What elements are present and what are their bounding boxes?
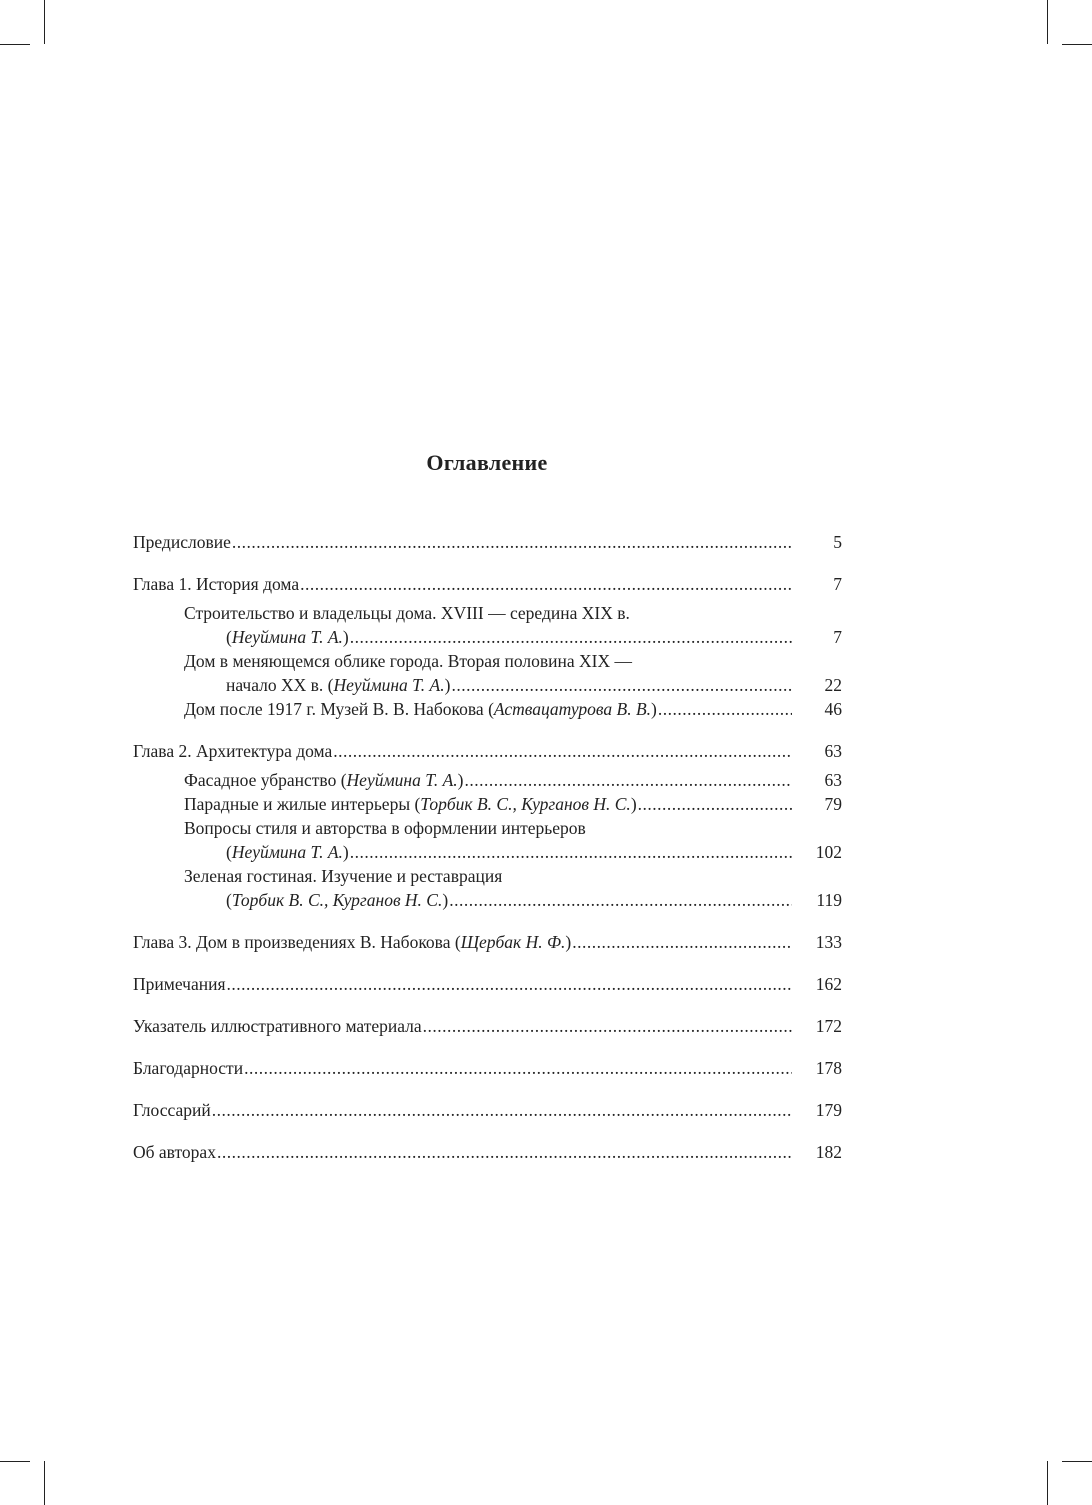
dot-leader xyxy=(300,572,792,596)
dot-leader xyxy=(464,768,792,792)
entry-label: Благодарности xyxy=(133,1058,244,1078)
page-number: 5 xyxy=(833,532,842,552)
dot-leader xyxy=(638,792,792,816)
toc-entry-chapter-2[interactable] xyxy=(133,739,842,763)
page-number: 133 xyxy=(815,932,842,952)
entry-label: Парадные и жилые интерьеры (Торбик В. С., Курганов Н. С.) xyxy=(184,794,637,814)
entry-label: Глава 3. Дом в произведениях В. Набокова (Щербак Н. Ф.) xyxy=(133,932,572,952)
entry-label: Фасадное убранство (Неуймина Т. А.) xyxy=(184,770,464,790)
toc-entry-illustrations[interactable] xyxy=(133,1014,842,1038)
entry-label: Предисловие xyxy=(133,532,231,552)
toc-entry-authors[interactable] xyxy=(133,1140,842,1164)
page-number: 63 xyxy=(824,741,842,761)
entry-label: Глава 2. Архитектура дома xyxy=(133,741,333,761)
crop-mark xyxy=(0,44,30,45)
crop-mark xyxy=(0,1461,30,1462)
entry-author: (Неуймина Т. А.) xyxy=(226,627,349,647)
crop-mark xyxy=(1047,1461,1048,1505)
dot-leader xyxy=(451,673,792,697)
dot-leader xyxy=(217,1140,792,1164)
crop-mark xyxy=(1047,0,1048,44)
dot-leader xyxy=(212,1098,792,1122)
dot-leader xyxy=(449,888,792,912)
entry-label: Дом после 1917 г. Музей В. В. Набокова (Аствацатурова В. В.) xyxy=(184,699,657,719)
dot-leader xyxy=(244,1056,792,1080)
entry-author: (Торбик В. С., Курганов Н. С.) xyxy=(226,890,449,910)
page-number: 172 xyxy=(815,1016,842,1036)
toc-entry-notes[interactable] xyxy=(133,972,842,996)
toc-entry-preface[interactable] xyxy=(133,530,842,554)
toc-entry-1-2[interactable] xyxy=(184,649,842,697)
toc-entry-1-1[interactable] xyxy=(184,601,842,649)
toc-entry-glossary[interactable] xyxy=(133,1098,842,1122)
dot-leader xyxy=(350,625,792,649)
toc-entry-1-3[interactable] xyxy=(184,697,842,721)
toc-entry-chapter-3[interactable] xyxy=(133,930,842,954)
entry-label: Строительство и владельцы дома. XVIII — середина XIX в. xyxy=(184,603,630,623)
crop-mark xyxy=(1062,1461,1092,1462)
page-number: 162 xyxy=(815,974,842,994)
page-number: 179 xyxy=(815,1100,842,1120)
page-number: 119 xyxy=(816,890,842,910)
page-number: 7 xyxy=(833,627,842,647)
page-number: 63 xyxy=(824,770,842,790)
entry-label: Об авторах xyxy=(133,1142,216,1162)
crop-mark xyxy=(44,1461,45,1505)
entry-author: (Неуймина Т. А.) xyxy=(226,842,349,862)
entry-label: Глоссарий xyxy=(133,1100,211,1120)
toc-entry-thanks[interactable] xyxy=(133,1056,842,1080)
page-number: 102 xyxy=(815,842,842,862)
entry-label: Вопросы стиля и авторства в оформлении интерьеров xyxy=(184,818,586,838)
entry-label: Примечания xyxy=(133,974,226,994)
toc-entry-2-2[interactable] xyxy=(184,792,842,816)
page-number: 46 xyxy=(824,699,842,719)
dot-leader xyxy=(333,739,792,763)
dot-leader xyxy=(350,840,792,864)
toc-entry-2-3[interactable] xyxy=(184,816,842,864)
page-number: 22 xyxy=(824,675,842,695)
page-number: 7 xyxy=(833,574,842,594)
page-number: 182 xyxy=(815,1142,842,1162)
toc-entry-2-1[interactable] xyxy=(184,768,842,792)
entry-label: Указатель иллюстративного материала xyxy=(133,1016,422,1036)
page-number: 79 xyxy=(824,794,842,814)
entry-label: Зеленая гостиная. Изучение и реставрация xyxy=(184,866,503,886)
dot-leader xyxy=(658,697,792,721)
dot-leader xyxy=(227,972,792,996)
crop-mark xyxy=(44,0,45,44)
crop-mark xyxy=(1062,44,1092,45)
entry-label: Глава 1. История дома xyxy=(133,574,300,594)
toc-entry-2-4[interactable] xyxy=(184,864,842,912)
dot-leader xyxy=(232,530,792,554)
dot-leader xyxy=(423,1014,792,1038)
table-of-contents xyxy=(133,530,842,1182)
toc-entry-chapter-1[interactable] xyxy=(133,572,842,596)
entry-author: начало XX в. (Неуймина Т. А.) xyxy=(226,675,451,695)
dot-leader xyxy=(572,930,792,954)
page-title: Оглавление xyxy=(426,450,548,475)
entry-label: Дом в меняющемся облике города. Вторая половина XIX — xyxy=(184,651,632,671)
page-number: 178 xyxy=(815,1058,842,1078)
